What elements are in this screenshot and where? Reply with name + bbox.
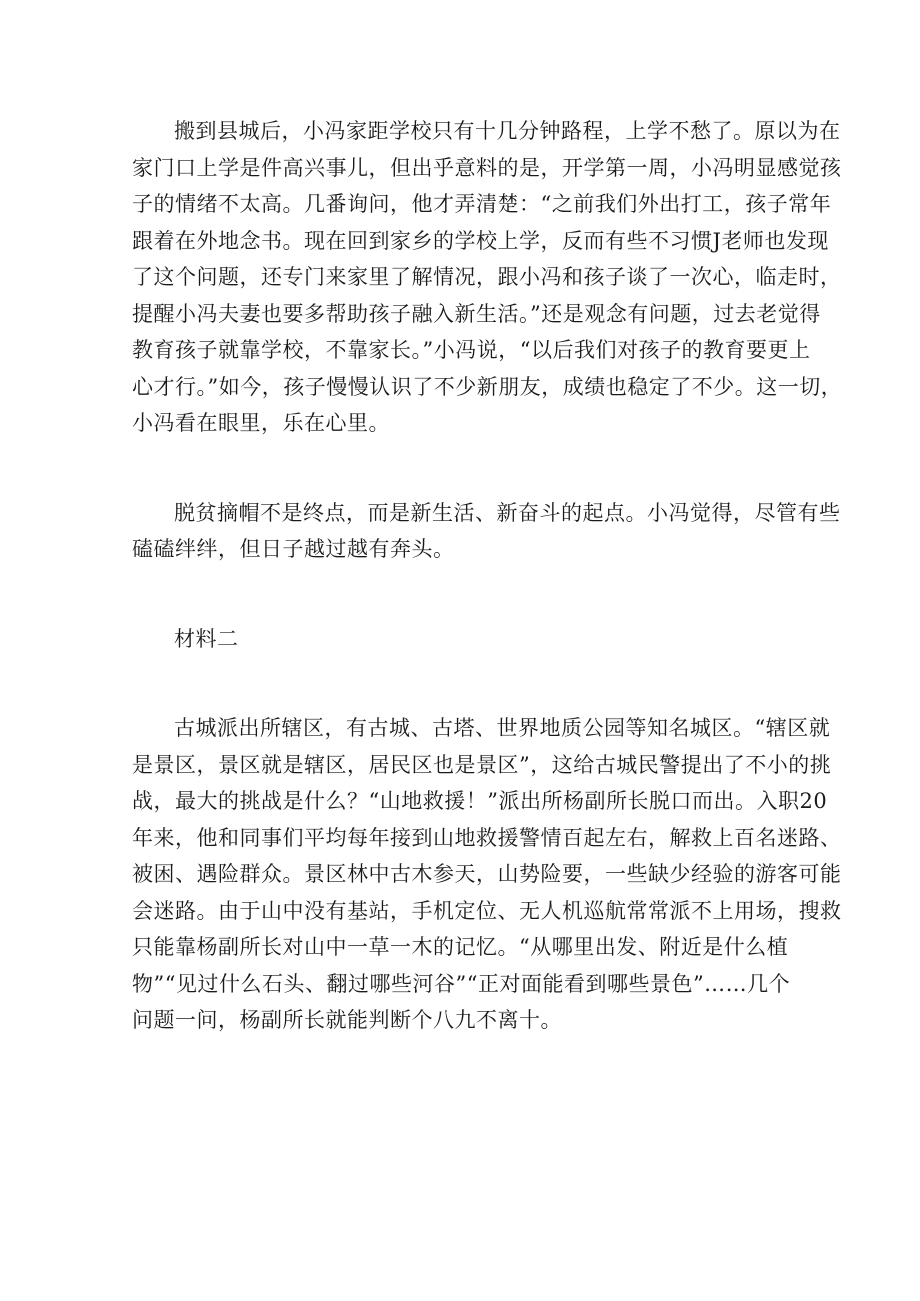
paragraph-line: 被困、遇险群众。景区林中古木参天，山势险要，一些缺少经验的游客可能 [132,862,842,886]
paragraph-spacer [132,657,792,710]
paragraph-line: 战，最大的挑战是什么？“山地救援！”派出所杨副所长脱口而出。入职20 [132,789,828,813]
paragraph-line: 物”“见过什么石头、翻过哪些河谷”“正对面能看到哪些景色”……几个 [132,971,791,996]
paragraph-line: 是景区，景区就是辖区，居民区也是景区”，这给古城民警提出了不小的挑 [132,752,832,777]
paragraph-line: 年来，他和同事们平均每年接到山地救援警情百起左右，解救上百名迷路、 [132,825,842,850]
paragraph-line: 小冯看在眼里，乐在心里。 [132,411,390,435]
paragraph-line: 子的情绪不太高。几番询问，他才弄清楚：“之前我们外出打工，孩子常年 [132,192,832,216]
document-page [132,113,843,1039]
paragraph-mountain-rescue [132,710,842,1039]
paragraph-line: 跟着在外地念书。现在回到家乡的学校上学，反而有些不习惯J老师也发现 [132,228,829,253]
paragraph-relocation [132,113,843,442]
paragraph-line: 提醒小冯夫妻也要多帮助孩子融入新生活。”还是观念有问题，过去老觉得 [132,301,821,326]
paragraph-line: 教育孩子就靠学校，不靠家长。”小冯说，“以后我们对孩子的教育要更上 [132,338,811,362]
paragraph-line: 心才行。”如今，孩子慢慢认识了不少新朋友，成绩也稳定了不少。这一切， [132,374,843,399]
paragraph-line: 古城派出所辖区，有古城、古塔、世界地质公园等知名城区。“辖区就 [174,716,831,740]
paragraph-line: 搬到县城后，小冯家距学校只有十几分钟路程，上学不愁了。原以为在 [174,119,841,143]
paragraph-spacer [132,442,792,495]
section-heading: 材料二 [174,626,239,651]
paragraph-line: 磕磕绊绊，但日子越过越有奔头。 [132,537,455,561]
paragraph-line: 了这个问题，还专门来家里了解情况，跟小冯和孩子谈了一次心，临走时， [132,265,842,289]
paragraph-line: 家门口上学是件高兴事儿，但出乎意料的是，开学第一周，小冯明显感觉孩 [132,155,842,180]
paragraph-line: 问题一问，杨副所长就能判断个八九不离十。 [132,1008,562,1032]
paragraph-spacer [132,568,792,621]
paragraph-line: 脱贫摘帽不是终点，而是新生活、新奋斗的起点。小冯觉得，尽管有些 [174,500,841,525]
paragraph-line: 只能靠杨副所长对山中一草一木的记忆。“从哪里出发、附近是什么植 [132,935,789,959]
paragraph-poverty-alleviation [132,495,841,568]
paragraph-line: 会迷路。由于山中没有基站，手机定位、无人机巡航常常派不上用场，搜救 [132,898,842,923]
